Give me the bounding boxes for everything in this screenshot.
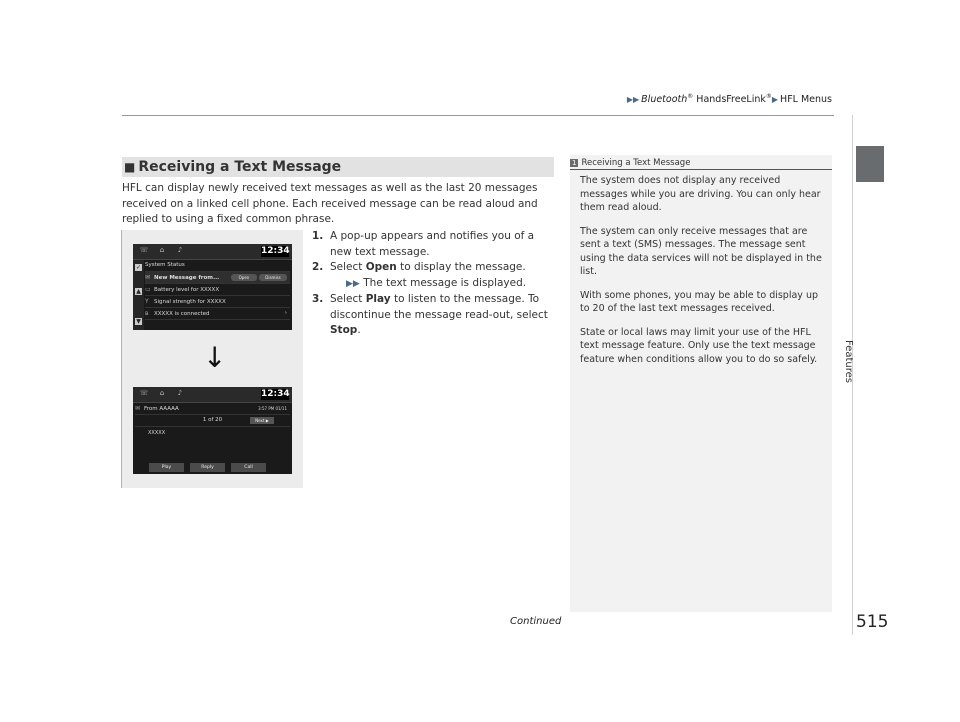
system-status-title: System Status (145, 260, 290, 272)
message-icon: ✉ (145, 274, 151, 281)
breadcrumb-hfl-menus: HFL Menus (780, 94, 832, 106)
arrow-icon: ▶ (771, 95, 779, 105)
chapter-tab-marker (856, 146, 884, 182)
step-2: 2. Select Open to display the message. ▶▶ The text message is displayed. (312, 260, 557, 292)
status-row[interactable]: ▭ Battery level for XXXXX (145, 284, 290, 296)
audio-icon: ♪ (177, 246, 183, 254)
double-arrow-icon: ▶▶ (626, 95, 640, 105)
message-screen (133, 387, 292, 474)
side-note-body (580, 174, 824, 376)
clock: 12:34 (261, 389, 290, 399)
navigation-icon: ⌂ (159, 246, 165, 254)
new-message-popup[interactable]: ✉ New Message from... Open Dismiss (145, 272, 290, 284)
status-row[interactable]: Y Signal strength for XXXXX (145, 296, 290, 308)
audio-icon: ♪ (177, 389, 183, 397)
step-2-result: ▶▶ The text message is displayed. (346, 276, 527, 289)
screen-status-bar (133, 244, 292, 260)
status-row[interactable]: ʙ XXXXX is connected › (145, 308, 290, 320)
message-body: XXXXX (148, 430, 166, 436)
popup-screen (133, 244, 292, 330)
down-arrow-icon: ↓ (203, 341, 227, 374)
note-paragraph: With some phones, you may be able to display up to 20 of the last text messages received. (580, 289, 818, 314)
chapter-tab-label: Features (843, 340, 854, 383)
intro-paragraph: HFL can display newly received text messages as well as the last 20 messages received on a linked cell phone. Each received message can be read aloud and replied to using a fixed common phrase. (122, 182, 538, 225)
result-arrow-icon: ▶▶ (346, 278, 360, 289)
check-icon: ✓ (135, 264, 142, 271)
step-3: 3. Select Play to listen to the message. To discontinue the message read-out, select Stop. (312, 293, 548, 336)
continued-label: Continued (510, 616, 562, 627)
scroll-up-icon[interactable]: ▲ (136, 288, 141, 295)
note-paragraph: State or local laws may limit your use of the HFL text message feature. Only use the text message feature when conditions allow you to do so safely. (580, 326, 818, 365)
signal-icon: Y (145, 298, 149, 305)
clock: 12:34 (261, 246, 290, 256)
message-actions (145, 463, 290, 472)
chevron-right-icon: › (284, 310, 287, 316)
breadcrumb: ▶▶ Bluetooth® HandsFreeLink®▶ HFL Menus (626, 93, 832, 106)
bluetooth-icon: ʙ (145, 310, 149, 317)
breadcrumb-bluetooth: Bluetooth (641, 94, 688, 106)
breadcrumb-handsfreelink: HandsFreeLink (693, 94, 766, 106)
step-1: 1. A pop-up appears and notifies you of a new text message. (312, 230, 535, 258)
open-button[interactable]: Open (231, 274, 257, 281)
battery-icon: ▭ (145, 286, 151, 293)
next-button[interactable]: Next ▶ (250, 417, 274, 424)
scroll-down-icon[interactable]: ▼ (136, 318, 141, 325)
navigation-icon: ⌂ (159, 389, 165, 397)
phone-icon: ☏ (139, 389, 149, 397)
message-header: ✉ From AAAAA 3:57 PM 01/11 (135, 403, 290, 415)
page-number: 515 (856, 612, 889, 632)
reference-marker-icon: 1 (572, 159, 577, 167)
message-counter: 1 of 20 Next ▶ (135, 415, 290, 427)
play-button[interactable]: Play (149, 463, 184, 472)
screens-figure (122, 230, 303, 488)
side-note-heading: 1 Receiving a Text Message (570, 158, 832, 170)
section-title: Receiving a Text Message (138, 159, 342, 175)
phone-icon: ☏ (139, 246, 149, 254)
message-icon: ✉ (135, 405, 141, 412)
note-paragraph: The system can only receive messages that are sent a text (SMS) messages. The message sent using the data services will not be displayed in the list. (580, 225, 822, 277)
call-button[interactable]: Call (231, 463, 266, 472)
square-bullet-icon: ■ (124, 160, 136, 174)
screen-status-bar (133, 387, 292, 403)
section-heading (122, 157, 554, 177)
steps-list (312, 229, 557, 339)
dismiss-button[interactable]: Dismiss (259, 274, 287, 281)
header-rule (122, 115, 834, 116)
reply-button[interactable]: Reply (190, 463, 225, 472)
note-paragraph: The system does not display any received messages while you are driving. You can only hear them read aloud. (580, 175, 821, 213)
